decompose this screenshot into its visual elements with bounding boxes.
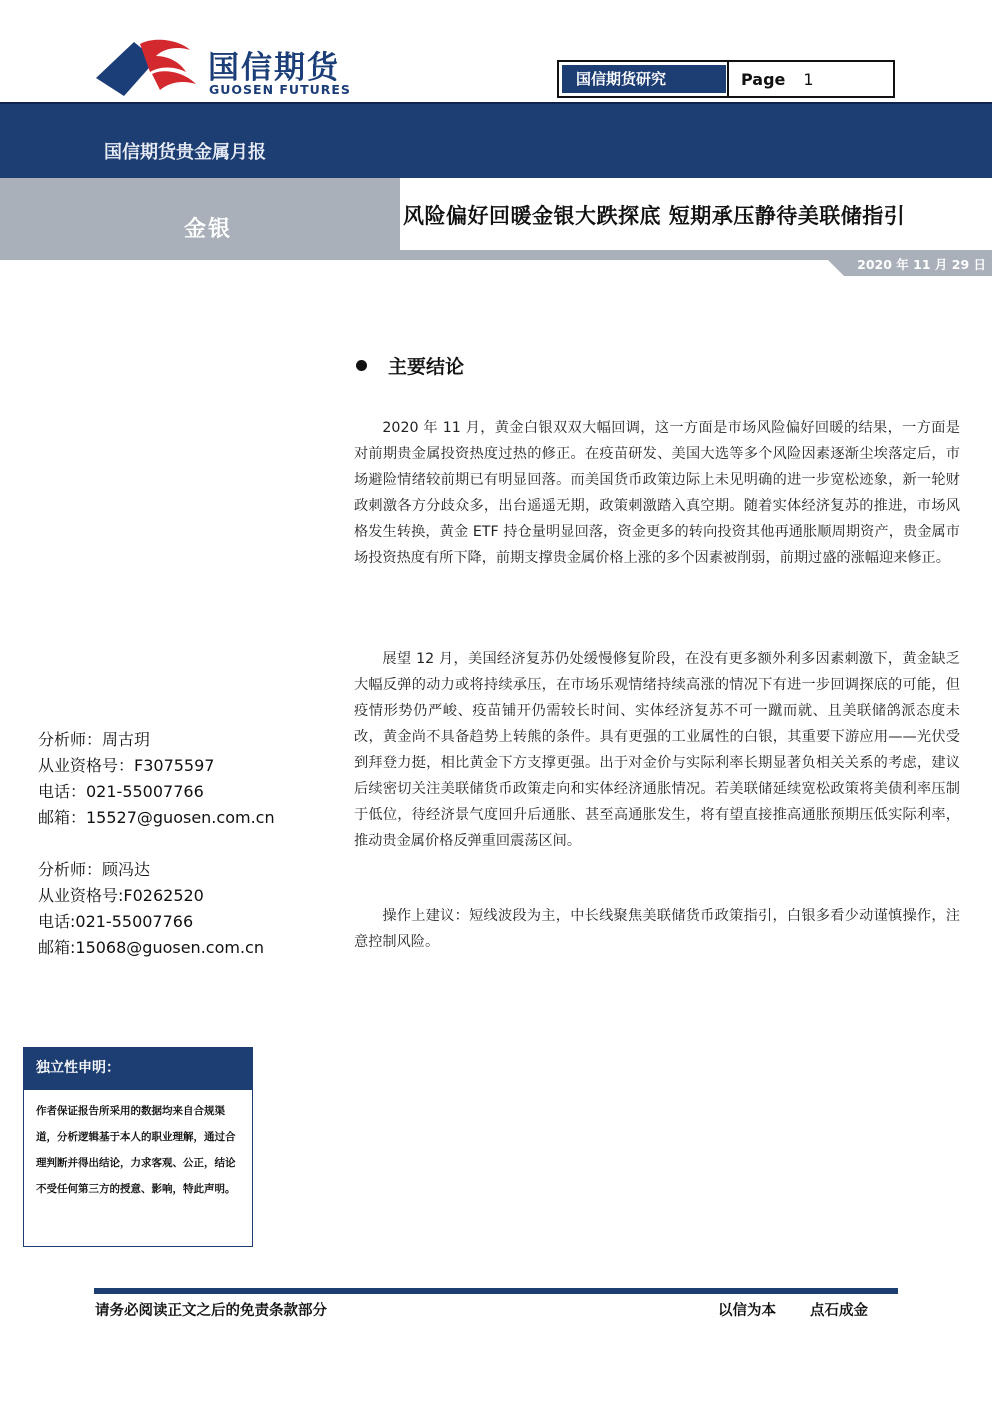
slogan-1: 以信为本 [718,1303,776,1319]
category-label: 金银 [184,217,233,242]
section-title: 主要结论 [388,356,465,378]
analyst-license: 从业资格号:F0262520 [38,886,204,905]
brand-name-en: GUOSEN FUTURES [209,82,351,97]
report-name: 国信期货贵金属月报 [104,142,266,163]
research-label: 国信期货研究 [562,65,726,93]
analyst-phone: 电话:021-55007766 [38,912,194,931]
analyst-email: 邮箱：15527@guosen.com.cn [38,808,275,827]
analyst-card [38,857,328,961]
analyst-license: 从业资格号：F3075597 [38,756,215,775]
statement-title: 独立性申明： [24,1048,252,1090]
guosen-logo-icon [94,38,204,100]
footer-disclaimer: 请务必阅读正文之后的免责条款部分 [95,1303,327,1319]
date-container [820,252,992,276]
analyst-phone: 电话：021-55007766 [38,782,204,801]
analyst-name: 分析师：顾冯达 [38,860,151,879]
footer-divider [94,1288,898,1294]
report-date: 2020 年 11 月 29 日 [857,257,986,272]
header-divider [727,62,729,96]
analyst-email: 邮箱:15068@guosen.com.cn [38,938,264,957]
paragraph-strategy: 操作上建议：短线波段为主，中长线聚焦美联储货币政策指引，白银多看少动谨慎操作，注意控制风险。 [354,908,960,950]
page-number: 1 [803,70,814,89]
page-header-box [557,60,895,98]
analyst-name: 分析师：周古玥 [38,730,151,749]
slogan-2: 点石成金 [810,1303,868,1319]
statement-body: 作者保证报告所采用的数据均来自合规渠道，分析逻辑基于本人的职业理解，通过合理判断并得出结论，力求客观、公正，结论不受任何第三方的授意、影响，特此声明。 [36,1105,236,1195]
report-headline: 风险偏好回暖金银大跌探底 短期承压静待美联储指引 [403,204,906,228]
independence-statement [23,1047,253,1247]
brand-name-cn: 国信期货 [208,50,340,86]
analyst-card [38,727,328,831]
footer-slogan [718,1299,868,1320]
page-label: Page [741,70,786,89]
bullet-icon [356,360,367,371]
page-indicator [741,70,814,89]
paragraph-summary: 2020 年 11 月，黄金白银双双大幅回调，这一方面是市场风险偏好回暖的结果，一方面是对前期贵金属投资热度过热的修正。在疫苗研发、美国大选等多个风险因素逐渐尘埃落定后，市场避险情绪较前期已有明显回落。而美国货币政策边际上未见明确的进一步宽松迹象，新一轮财政刺激各方分歧众多，出台遥遥无期，政策刺激踏入真空期。随着实体经济复苏的推进，市场风格发生转换，黄金 ETF 持仓量明显回落，资金更多的转向投资其他再通胀顺周期资产，贵金属市场投资热度有所下降，前期支撑贵金属价格上涨的多个因素被削弱，前期过盛的涨幅迎来修正。 [354,420,960,566]
paragraph-outlook: 展望 12 月，美国经济复苏仍处缓慢修复阶段，在没有更多额外利多因素刺激下，黄金缺乏大幅反弹的动力或将持续承压，在市场乐观情绪持续高涨的情况下有进一步回调探底的可能，但疫情形势仍严峻、疫苗铺开仍需较长时间、实体经济复苏不可一蹴而就、且美联储鸽派态度未改，黄金尚不具备趋势上转熊的条件。具有更强的工业属性的白银，其重要下游应用——光伏受到拜登力挺，相比黄金下方支撑更强。出于对金价与实际利率长期显著负相关关系的考虑，建议后续密切关注美联储货币政策走向和实体经济通胀情况。若美联储延续宽松政策将美债利率压制于低位，待经济景气度回升后通胀、甚至高通胀发生，将有望直接推高通胀预期压低实际利率，推动贵金属价格反弹重回震荡区间。 [354,651,960,849]
